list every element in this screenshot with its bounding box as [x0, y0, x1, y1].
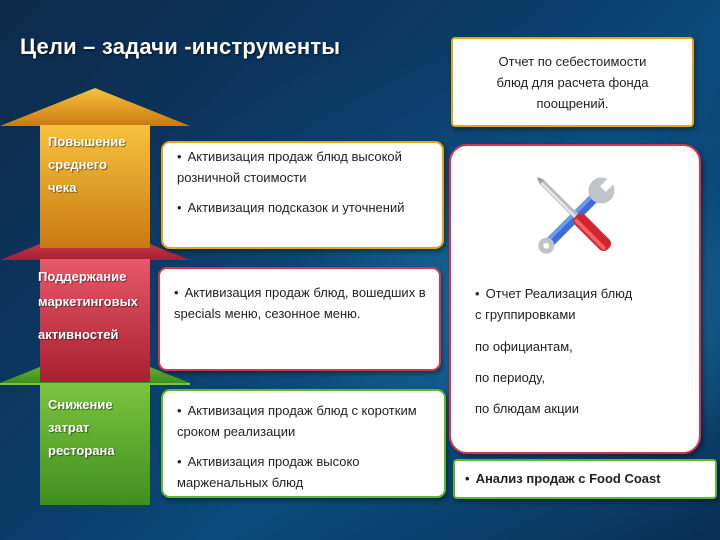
report-line	[475, 283, 632, 304]
page-title: Цели – задачи -инструменты	[20, 34, 341, 59]
task-text: Активизация продаж блюд с коротким сроком реализации	[177, 403, 417, 439]
report-line: по официантам,	[475, 339, 573, 354]
task-item	[164, 282, 431, 324]
bullet-icon: •	[475, 286, 480, 301]
report-text: Анализ продаж с Food Coast	[475, 471, 661, 486]
goal-line: ресторана	[48, 443, 115, 458]
goal-line: Снижение	[48, 397, 113, 412]
cost-report-box	[451, 37, 694, 127]
report-line: по блюдам акции	[475, 401, 580, 416]
sales-report-text	[475, 283, 632, 419]
sales-report-box	[449, 144, 701, 454]
bullet-icon: •	[465, 471, 470, 486]
task-item	[167, 197, 434, 218]
goal-line: затрат	[48, 420, 90, 435]
task-text: Активизация продаж высоко марженальных блюд	[177, 454, 360, 490]
task-item	[167, 400, 436, 442]
goal-average-check	[48, 130, 126, 199]
bullet-icon: •	[174, 285, 179, 300]
task-box-average-check	[161, 141, 444, 249]
goal-line: Поддержание	[38, 269, 127, 284]
goal-line: Повышение	[48, 134, 126, 149]
task-text: Активизация продаж блюд, вошедших в specials меню, сезонное меню.	[174, 285, 426, 321]
task-item	[167, 451, 436, 493]
report-line: блюд для расчета фонда	[496, 75, 649, 90]
task-box-marketing	[158, 267, 441, 371]
goal-line: чека	[48, 180, 77, 195]
bullet-icon: •	[177, 403, 182, 418]
bullet-icon: •	[177, 200, 182, 215]
goal-marketing	[38, 264, 138, 347]
bullet-icon: •	[177, 454, 182, 469]
report-title: Отчет Реализация блюд	[485, 286, 633, 301]
report-line: с группировками	[475, 307, 576, 322]
report-line: по периоду,	[475, 370, 545, 385]
goal-line: среднего	[48, 157, 107, 172]
report-line: поощрений.	[536, 96, 609, 111]
food-coast-analysis-box	[453, 459, 717, 499]
goal-line: активностей	[38, 327, 119, 342]
report-line: Отчет по себестоимости	[498, 54, 647, 69]
task-item	[167, 146, 434, 188]
task-text: Активизация подсказок и уточнений	[187, 200, 405, 215]
bullet-icon: •	[177, 149, 182, 164]
task-text: Активизация продаж блюд высокой розничной стоимости	[177, 149, 402, 185]
goal-line: маркетинговых	[38, 294, 138, 309]
goal-cost-reduction	[48, 393, 115, 462]
task-box-cost-reduction	[161, 389, 446, 498]
wrench-screwdriver-icon	[521, 166, 631, 269]
